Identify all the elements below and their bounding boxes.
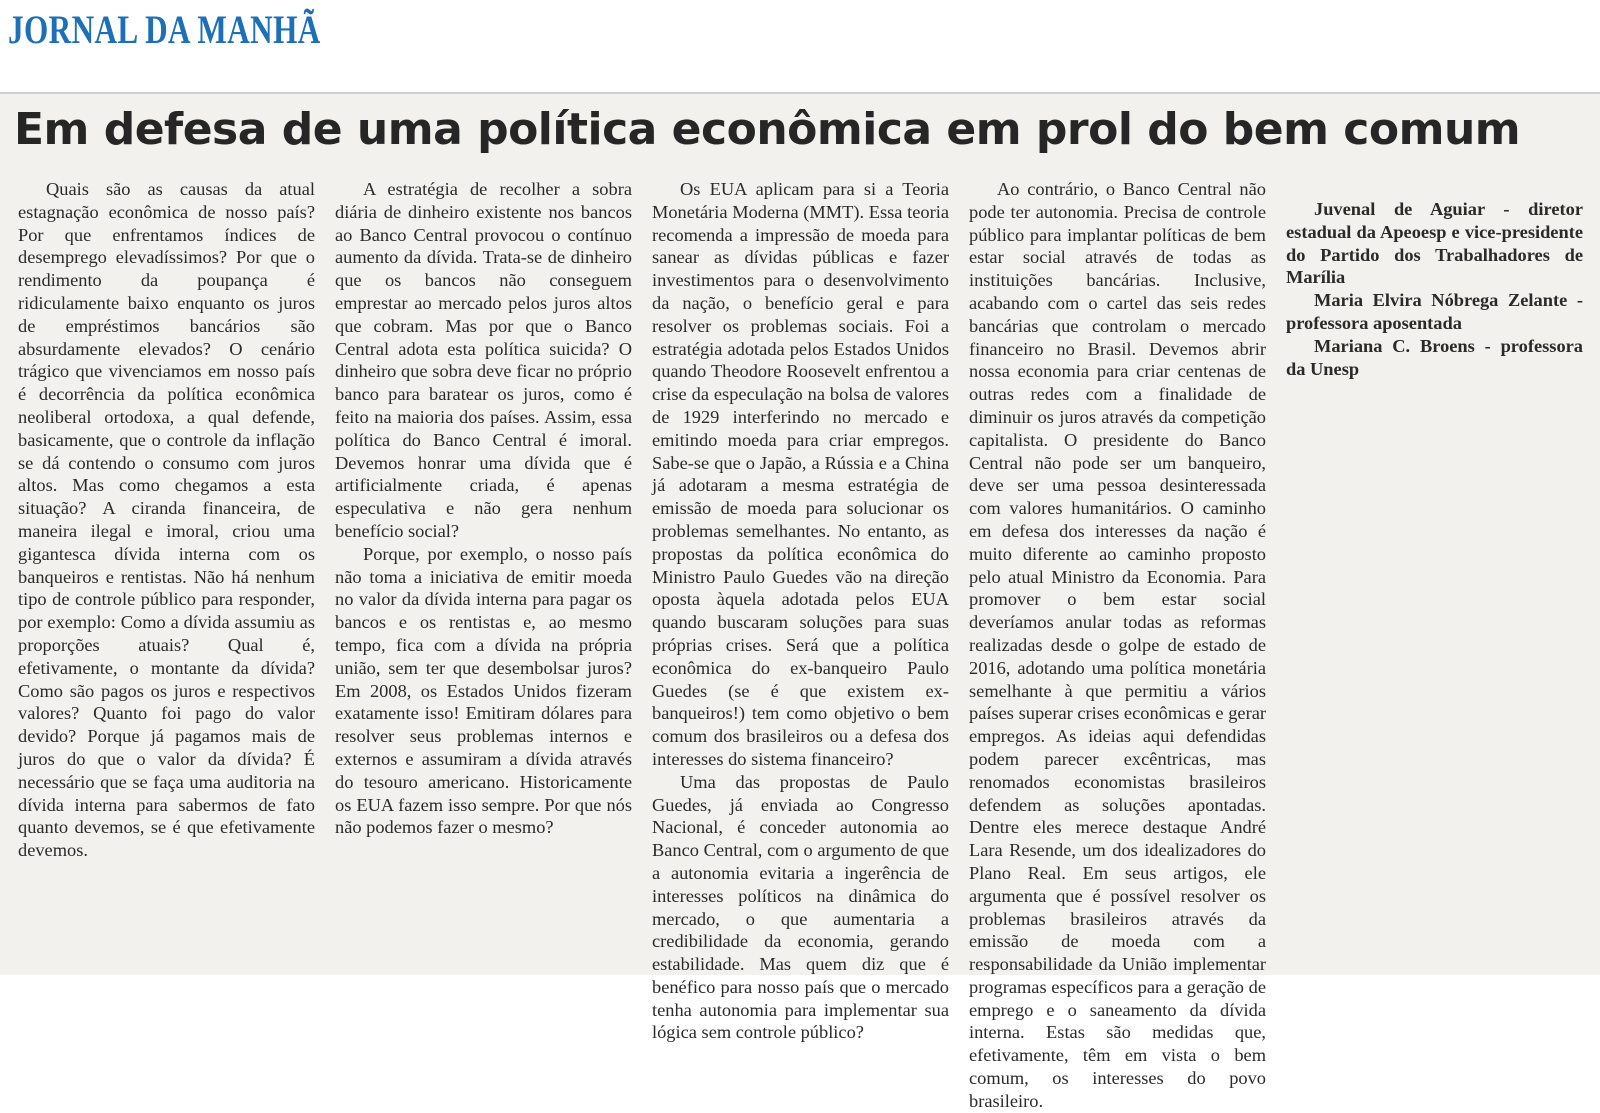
masthead: JORNAL DA MANHÃ <box>8 7 321 52</box>
column-3 <box>652 178 949 1043</box>
author-signature: Mariana C. Broens - professora da Unesp <box>1286 335 1583 379</box>
paragraph: A estratégia de recolher a sobra diária de dinheiro existente nos bancos ao Banco Central provocou o contínuo aumento da dívida. Trata-se de dinheiro que os bancos não conseguem emprestar ao mercado pelos juros altos que cobram. Mas por que o Banco Central adota esta política suicida? O dinheiro que sobra deve ficar no próprio banco para baratear os juros, como é feito na maioria dos países. Assim, essa política do Banco Central é imoral. Devemos honrar uma dívida que é artificialmente criada, é apenas especulativa e não gera nenhum benefício social? <box>335 179 632 541</box>
author-signature: Maria Elvira Nóbrega Zelante - professora aposentada <box>1286 290 1583 333</box>
column-1 <box>18 178 315 958</box>
column-4 <box>969 178 1266 1111</box>
paragraph: Os EUA aplicam para si a Teoria Monetária Moderna (MMT). Essa teoria recomenda a impressão de moeda para sanear as dívidas públicas e fazer investimentos para o desenvolvimento da nação, o benefício geral e para resolver os problemas sociais. Foi a estratégia adotada pelos Estados Unidos quando Theodore Roosevelt enfrentou a crise da especulação na bolsa de valores de 1929 interferindo no mercado e emitindo moeda para criar empregos. Sabe-se que o Japão, a Rússia e a China já adotaram a mesma estratégia de emissão de moeda para solucionar os problemas semelhantes. No entanto, as propostas da política econômica do Ministro Paulo Guedes vão na direção oposta àquela adotada pelos EUA quando buscaram soluções para suas próprias crises. Será que a política econômica do ex-banqueiro Paulo Guedes (se é que existem ex-banqueiros!) tem como objetivo o bem comum dos brasileiros ou a defesa dos interesses do sistema financeiro? <box>652 179 949 769</box>
article-body <box>18 178 1584 1111</box>
paragraph: Porque, por exemplo, o nosso país não toma a iniciativa de emitir moeda no valor da dívida interna para pagar os bancos e os rentistas e, ao mesmo tempo, fica com a dívida na própria união, sem ter que desembolsar juros? Em 2008, os Estados Unidos fizeram exatamente isso! Emitiram dólares para resolver seus problemas internos e externos e assumiram a dívida através do tesouro americano. Historicamente os EUA fazem isso sempre. Por que nós não podemos fazer o mesmo? <box>335 543 632 838</box>
paragraph: Quais são as causas da atual estagnação econômica de nosso país? Por que enfrentamos índices de desemprego elevadíssimos? Por que o rendimento da poupança é ridiculamente baixo enquanto os juros de empréstimos bancários são absurdamente elevados? O cenário trágico que vivenciamos em nosso país é decorrência da política econômica neoliberal ortodoxa, a qual defende, basicamente, que o controle da inflação se dá contendo o consumo com juros altos. Mas como chegamos a esta situação? A ciranda financeira, de maneira ilegal e imoral, criou uma gigantesca dívida interna com os banqueiros e rentistas. Não há nenhum tipo de controle público para responder, por exemplo: Como a dívida assumiu as proporções atuais? Qual é, efetivamente, o montante da dívida? Como são pagos os juros e respectivos valores? Quanto foi pago do valor devido? Porque já pagamos mais de juros do que o valor da dívida? É necessário que se faça uma auditoria na dívida interna para sabermos de fato quanto devemos, se é que efetivamente devemos. <box>18 179 315 861</box>
article-headline: Em defesa de uma política econômica em prol do bem comum <box>14 104 1521 155</box>
author-signature: Juvenal de Aguiar - diretor estadual da Apeoesp e vice-presidente do Partido dos Trabalhadores de Marília <box>1286 199 1583 288</box>
column-5 <box>1286 178 1583 958</box>
paragraph: Ao contrário, o Banco Central não pode ter autonomia. Precisa de controle público para implantar políticas de bem estar social através de todas as instituições bancárias. Inclusive, acabando com o cartel das seis redes bancárias que controlam o mercado financeiro no Brasil. Devemos abrir nossa economia para criar centenas de outras redes com a finalidade de diminuir os juros através da competição capitalista. O presidente do Banco Central não pode ser um banqueiro, deve ser uma pessoa desinteressada com valores humanitários. O caminho em defesa dos interesses da nação é muito diferente ao caminho proposto pelo atual Ministro da Economia. Para promover o bem estar social deveríamos anular todas as reformas realizadas desde o golpe de estado de 2016, adotando uma política monetária semelhante à que permitiu a vários países superar crises econômicas e gerar empregos. As ideias aqui defendidas podem parecer excêntricas, mas renomados economistas brasileiros defendem as soluções apontadas. Dentre eles merece destaque André Lara Resende, um dos idealizadores do Plano Real. Em seus artigos, ele argumenta que é possível resolver os problemas brasileiros através da emissão de moeda com a responsabilidade da União implementar programas específicos para a geração de emprego e o saneamento da dívida interna. Estas são medidas que, efetivamente, têm em vista o bem comum, os interesses do povo brasileiro. <box>969 179 1266 1111</box>
paragraph: Uma das propostas de Paulo Guedes, já enviada ao Congresso Nacional, é conceder autonomia ao Banco Central, com o argumento de que a autonomia evitaria a ingerência de interesses políticos na dinâmica do mercado, o que aumentaria a credibilidade da economia, gerando estabilidade. Mas quem diz que é benéfico para nosso país que o mercado tenha autonomia para implementar sua lógica sem controle público? <box>652 771 949 1043</box>
column-2 <box>335 178 632 958</box>
